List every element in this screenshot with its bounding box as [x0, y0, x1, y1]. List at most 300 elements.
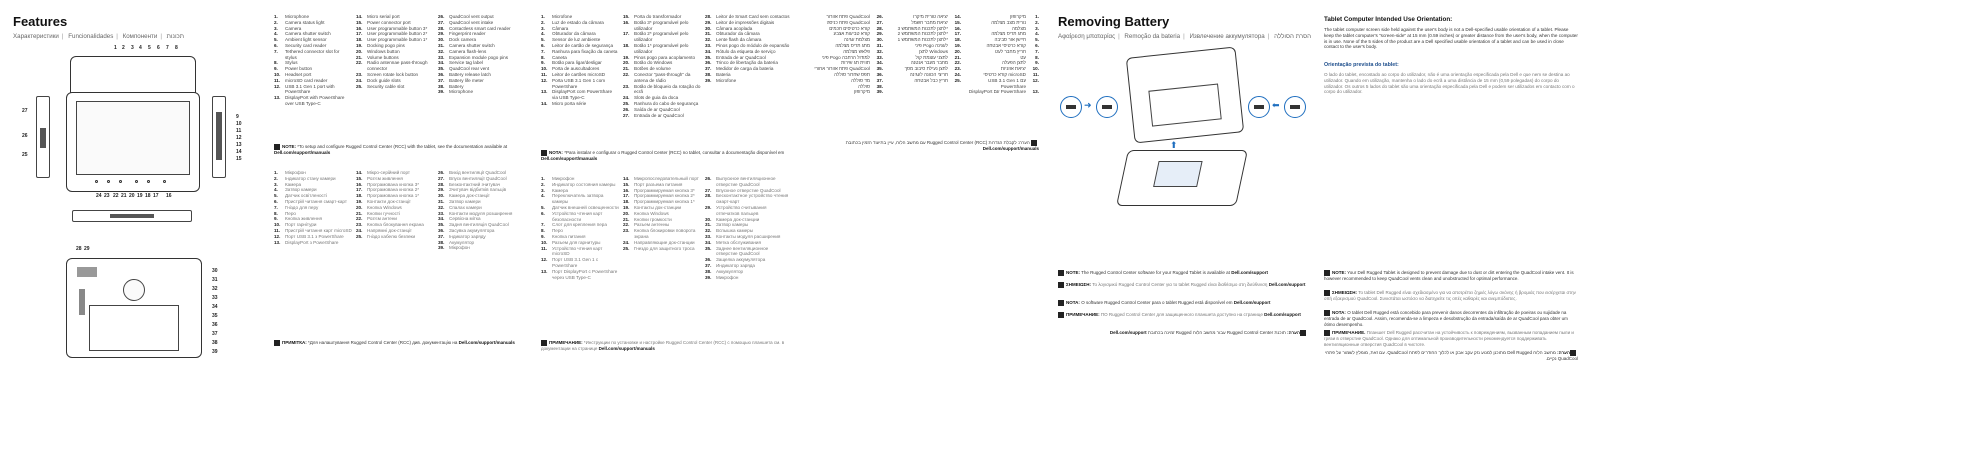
item-number: 16. [954, 25, 961, 31]
item-number: 33. [438, 54, 445, 60]
item-label: Заднее вентиляционное отверстие QuadCool [716, 245, 769, 257]
item-number: 38. [705, 71, 712, 77]
item-label: חריצי הכוונה לעגינה [909, 71, 948, 77]
callout-14: 14 [236, 149, 242, 155]
item-number: 33. [438, 210, 445, 216]
item-label: Micro serial port [367, 14, 400, 19]
he-col-1 [965, 14, 1039, 95]
callout-18: 18 [145, 193, 151, 199]
pt-note [541, 150, 791, 162]
list-item [705, 78, 791, 84]
item-number: 15. [356, 175, 363, 181]
item-number: 27. [438, 175, 445, 181]
item-number: 24. [356, 77, 363, 83]
callout-10: 10 [236, 121, 242, 127]
lang-ukr: Характеристики [13, 33, 59, 40]
lang-ru: Извлечение аккумулятора [1189, 33, 1265, 40]
item-number: 19. [623, 54, 630, 60]
item-number: 21. [356, 210, 363, 216]
item-label: עט [1020, 54, 1026, 60]
item-label: Expansion module pogo pins [449, 54, 508, 60]
removing-battery-panel [1052, 0, 1314, 467]
item-label: Battery life meter [449, 77, 484, 83]
item-label: Мікрофон [285, 170, 306, 175]
orientation-panel [1320, 0, 1582, 467]
item-label: Porta de auscultadores [552, 66, 600, 72]
item-label: מצלמה [1011, 25, 1026, 31]
list-item [705, 246, 791, 258]
item-number: 19. [623, 204, 630, 210]
item-number: 8. [1035, 54, 1039, 60]
ukr-col-3 [438, 170, 524, 251]
item-number: 39. [438, 89, 445, 95]
item-number: 39. [876, 89, 883, 95]
item-number: 13. [1032, 89, 1039, 95]
item-label: Microphone [449, 89, 474, 95]
item-label: Dock camera [449, 37, 477, 43]
item-number: 16. [356, 181, 363, 187]
list-item [887, 78, 961, 84]
item-label: פיני Pogo למודול הרחבה [821, 54, 870, 60]
item-number: 1. [541, 176, 545, 181]
item-number: 3. [541, 25, 545, 31]
item-label: לחצן לתכנות המשתמש 1* [897, 37, 948, 43]
item-label: קורא טביעות אצבע [833, 31, 870, 37]
support-manuals-link[interactable]: Dell.com/support/manuals [458, 340, 515, 346]
list-item [356, 84, 434, 90]
he-note [815, 140, 1039, 152]
item-number: 32. [438, 48, 445, 54]
rb-note-he [1058, 330, 1308, 336]
item-label: Microfone [716, 77, 737, 83]
item-label: User programmable button 1* [367, 37, 428, 43]
note-text: מחשב הלוח Dell Rugged מתוכנן למנוע נזק עקב אבק או לכלוך החודרים לפתח QuadCool. עם זאת, מומלץ לשמור על פתחי QuadCool נקיים. [1325, 350, 1578, 361]
lang-pt: Remoção da bateria [1124, 33, 1181, 40]
callout-5: 5 [148, 45, 151, 51]
item-label: פיני Pogo לעגינה [914, 42, 948, 48]
item-number: 19. [356, 198, 363, 204]
item-label: Кнопка Windows [367, 204, 402, 210]
item-number: 2. [274, 175, 278, 181]
support-manuals-link[interactable]: Dell.com/support/manuals [982, 146, 1039, 151]
item-label: קורא כרטיסי microSD [983, 71, 1026, 77]
callout-22: 22 [113, 193, 119, 199]
note-label: ПРИМЕЧАНИЕ: [549, 340, 583, 346]
item-label: Security cable slot [367, 83, 405, 89]
list-item [274, 95, 352, 107]
item-label: Botões de volume [634, 66, 671, 72]
support-link[interactable]: Dell.com/support [1264, 312, 1301, 318]
item-number: 29. [876, 31, 883, 37]
item-label: Акумулятор [449, 239, 475, 245]
item-label: תפס שחרור סוללה [834, 71, 870, 77]
item-number: 9. [274, 66, 278, 72]
pt-col-3 [705, 14, 791, 84]
item-number: 38. [705, 268, 712, 274]
item-number: 20. [623, 210, 630, 216]
list-item [705, 275, 791, 281]
item-number: 4. [274, 187, 278, 193]
item-number: 1. [274, 14, 278, 19]
item-label: User programmable button 3* [367, 25, 428, 31]
item-label: QuadCool rear vent [449, 66, 490, 72]
item-label: Сервісна мітка [449, 216, 481, 222]
item-number: 5. [541, 204, 545, 210]
front-button [147, 180, 150, 183]
item-number: 37. [438, 233, 445, 239]
item-number: 10. [1032, 66, 1039, 72]
item-number: 38. [876, 83, 883, 89]
callout-38: 38 [212, 340, 218, 346]
item-number: 22. [356, 216, 363, 222]
item-label: Power button [285, 66, 313, 72]
support-manuals-link[interactable]: Dell.com/support/manuals [541, 156, 598, 161]
item-number: 17. [623, 31, 630, 37]
item-label: Porta USB 3.1 Gen 1 com PowerShare [552, 77, 606, 89]
item-number: 12. [541, 77, 548, 83]
list-item [438, 89, 524, 95]
list-item [623, 228, 701, 240]
item-label: Спалах камери [449, 204, 482, 210]
item-label: QuadCool vent output [449, 14, 494, 19]
item-number: 25. [356, 233, 363, 239]
item-number: 2. [541, 19, 545, 25]
note-icon [1058, 312, 1064, 318]
item-label: Trinco de libertação da bateria [716, 60, 778, 66]
item-label: Camera flash-lens [449, 48, 487, 54]
item-number: 26. [876, 14, 883, 19]
item-label: Battery [449, 83, 464, 89]
item-number: 9. [541, 233, 545, 239]
item-label: סוללה [858, 83, 870, 89]
item-label: פתח אוורור QuadCool [826, 14, 870, 19]
support-manuals-link[interactable]: Dell.com/support/manuals [598, 346, 655, 351]
item-label: Microphone [285, 14, 310, 19]
note-label: NOTA: [549, 150, 563, 156]
lang-ru: Компоненти [122, 33, 158, 40]
item-label: Dock guide slots [367, 77, 401, 83]
list-item [541, 246, 619, 258]
item-label: קורא כרטיסים חכמים [829, 25, 870, 31]
support-link[interactable]: Dell.com/support [1268, 282, 1306, 288]
support-link[interactable]: Dell.com/support [1231, 270, 1268, 276]
item-label: Індикатор стану камери [285, 175, 336, 181]
note-text: Το tablet Dell Rugged είναι σχεδιασμένο για να αποτρέπει ζημιές λόγω σκόνης ή βρομιάς που εισέρχεται στην οπή εξαερισμού QuadCool. Συνιστάται ωστόσο να διατηρείτε τις οπές καθαρές και ανεμπόδιστες. [1324, 290, 1576, 301]
item-label: Впуск вентиляції QuadCool [449, 175, 507, 181]
item-number: 15. [954, 19, 961, 25]
item-label: קורא כרטיסי אבטחה [986, 42, 1026, 48]
item-label: Вихід вентиляції QuadCool [449, 170, 507, 175]
item-label: Entrada de ar QuadCool [716, 54, 766, 60]
latch-detail-2 [1096, 96, 1118, 118]
callout-35: 35 [212, 313, 218, 319]
item-number: 36. [705, 60, 712, 66]
item-number: 31. [438, 198, 445, 204]
item-number: 17. [356, 31, 363, 37]
item-label: Бесконтактное устройство чтения смарт-карт [716, 193, 789, 205]
arrow-right-icon: ➜ [1084, 100, 1092, 110]
item-label: Ranhura para fixação da caneta [552, 48, 618, 54]
item-number: 23. [954, 66, 961, 72]
item-number: 6. [541, 210, 545, 216]
item-label: חריץ מחבר לעט [995, 48, 1026, 54]
item-number: 35. [876, 66, 883, 72]
note-icon [1300, 330, 1306, 336]
item-label: Программируемая кнопка 3* [634, 187, 695, 193]
item-label: Leitor de cartões microSD [552, 71, 606, 77]
item-label: Service tag label [449, 60, 483, 66]
callout-27: 27 [22, 108, 28, 114]
callout-9: 9 [236, 114, 239, 120]
item-label: USB 3.1 Gen 1 port with PowerShare [285, 83, 335, 95]
item-label: Obturador da câmara [716, 31, 760, 37]
item-number: 26. [438, 170, 445, 175]
pt-col-2 [623, 14, 701, 118]
item-number: 26. [623, 106, 630, 112]
list-item [623, 246, 701, 252]
item-number: 12. [541, 257, 548, 263]
support-link[interactable]: Dell.com/support [1109, 330, 1147, 336]
item-label: Câmara acoplada [716, 25, 753, 31]
note-label: NOTE: [1066, 270, 1080, 276]
front-button [107, 180, 110, 183]
list-item [623, 43, 701, 55]
callout-15: 15 [236, 156, 242, 162]
or-note-he [1324, 350, 1578, 362]
item-number: 35. [438, 222, 445, 228]
note-text: Το λογισμικό Rugged Control Center για το tablet Rugged είναι διαθέσιμο στη διεύθυνση [1092, 282, 1268, 288]
item-label: Pinos pogo para acoplamento [634, 54, 696, 60]
item-label: Saída de ar QuadCool [634, 106, 680, 112]
item-number: 28. [438, 181, 445, 187]
list-item [623, 31, 701, 43]
lang-he: תכונות [166, 33, 185, 40]
callout-17: 17 [153, 193, 159, 199]
callout-34: 34 [212, 304, 218, 310]
item-number: 3. [274, 181, 278, 187]
list-item [705, 193, 791, 205]
item-label: Obturador da câmara [552, 31, 596, 37]
item-label: Вспышка камеры [716, 228, 754, 234]
item-label: Leitor de Smart Card sem contactos [716, 14, 790, 19]
item-number: 34. [876, 60, 883, 66]
item-number: 32. [705, 228, 712, 234]
item-number: 30. [705, 25, 712, 31]
removing-battery-title: Removing Battery [1058, 14, 1170, 29]
item-label: לחצן לתכנות המשתמש 2* [897, 31, 948, 37]
callout-12: 12 [236, 135, 242, 141]
note-label: ПРИМЕЧАНИЕ. [1332, 330, 1366, 336]
note-label: ПРИМІТКА: [282, 340, 307, 346]
item-label: Pinos pogo do módulo de expansão [716, 42, 790, 48]
arrow-up-icon: ⬆ [1170, 140, 1178, 150]
item-label: Перо [285, 210, 296, 216]
item-number: 37. [705, 66, 712, 72]
item-number: 32. [876, 48, 883, 54]
list-item [541, 269, 619, 281]
tablet-back-view [1126, 46, 1244, 143]
item-label: Разъем для гарнитуры [552, 239, 601, 245]
note-label: הערה: [1287, 330, 1300, 336]
item-label: Кнопка питания [552, 233, 586, 239]
item-number: 27. [705, 187, 712, 193]
item-label: Stylus [285, 60, 298, 66]
left-vent [40, 128, 46, 148]
item-number: 16. [623, 187, 630, 193]
note-label: NOTE: [1332, 270, 1346, 276]
battery-compartment [89, 305, 179, 351]
item-label: Leitor de cartão de segurança [552, 42, 614, 48]
item-number: 39. [438, 245, 445, 251]
item-number: 27. [438, 19, 445, 25]
item-label: USB 3.1 Gen 1 עם PowerShare [988, 77, 1026, 89]
item-number: 9. [541, 60, 545, 66]
battery-bay [1148, 83, 1221, 126]
item-number: 14. [541, 100, 548, 106]
note-label: NOTA: [1332, 310, 1346, 316]
item-label: Conector "pass-through" da antena de rádio [634, 71, 691, 83]
item-label: לחצן לתכנות המשתמש 3* [897, 25, 948, 31]
item-number: 9. [274, 216, 278, 222]
item-number: 7. [274, 204, 278, 210]
note-label: הערה: [1557, 350, 1570, 356]
item-label: Напрямні док-станції [367, 227, 412, 233]
item-label: Затвор камери [449, 198, 481, 204]
item-number: 13. [541, 268, 548, 274]
item-label: Кнопка блокування екрана [367, 222, 424, 228]
item-label: Камера док-станции [716, 216, 760, 222]
item-label: מיקרופון [1010, 14, 1026, 19]
lang-pt: Funcionalidades [68, 33, 114, 40]
item-label: Слот для крепления пера [552, 222, 607, 228]
item-number: 39. [705, 274, 712, 280]
features-languages: Характеристики | Funcionalidades | Компоненти | תכונות [13, 33, 185, 40]
list-item [809, 89, 883, 95]
item-label: Volume buttons [367, 54, 399, 60]
item-number: 10. [541, 239, 548, 245]
item-label: Battery release latch [449, 71, 491, 77]
item-number: 15. [356, 19, 363, 25]
item-label: Гнездо для защитного троса [634, 245, 695, 251]
note-text: תוכנת Rugged Control Center עבור מחשב הלוח Rugged זמינה בכתובת [1147, 330, 1286, 336]
callout-24: 24 [96, 193, 102, 199]
item-label: Микрофон [716, 274, 739, 280]
item-number: 24. [954, 71, 961, 77]
callout-28: 28 [76, 246, 82, 252]
ukr-col-1 [274, 170, 352, 245]
support-link[interactable]: Dell.com/support [1233, 300, 1271, 306]
item-label: חריץ כבל אבטחה [914, 77, 948, 83]
item-number: 28. [876, 25, 883, 31]
list-item [438, 245, 524, 251]
item-label: Power connector port [367, 19, 411, 25]
item-number: 16. [356, 25, 363, 31]
item-number: 18. [356, 193, 363, 199]
item-number: 27. [623, 112, 630, 118]
item-label: Bateria [716, 71, 731, 77]
item-label: Кнопка Windows [634, 210, 669, 216]
item-number: 28. [438, 25, 445, 31]
item-number: 17. [954, 31, 961, 37]
note-text: O software Rugged Control Center para o tablet Rugged está disponível em [1081, 300, 1233, 306]
item-label: Camera [285, 25, 302, 31]
list-item [705, 205, 791, 217]
right-ports [216, 112, 222, 160]
callout-19: 19 [137, 193, 143, 199]
item-label: Кнопки гучності [367, 210, 400, 216]
item-number: 8. [274, 210, 278, 216]
rb-note-pt [1058, 300, 1308, 306]
item-number: 20. [623, 60, 630, 66]
item-number: 17. [356, 187, 363, 193]
item-number: 19. [356, 42, 363, 48]
orientation-text-pt: O lado do tablet, encostado ao corpo do utilizador, não é uma orientação especificada pela Dell e que nem se destina ao utilizador. Quando em utilização, mantenha o lado do ecrã a uma distância de 15 mm (0,59 polegadas) do corpo do utilizador. Os outros 5 lados do tablet são uma orientação especificada pela Dell e podem ser utilizados em contacto com o corpo do utilizador. [1324, 72, 1575, 95]
list-item [965, 78, 1039, 90]
item-label: לחצן הפעלה [1002, 60, 1026, 66]
note-text: *To setup and configure Rugged Control Center (RCC) with the tablet, see the documentation available at [297, 144, 508, 150]
item-number: 27. [876, 19, 883, 25]
item-number: 4. [274, 31, 278, 37]
item-label: יציאה טורית מיקרו [913, 14, 948, 19]
item-label: מצלמת עגינה [843, 37, 870, 43]
callout-7: 7 [166, 45, 169, 51]
item-label: Затвор камери [285, 187, 317, 193]
note-text: ПО Rugged Control Center для защищенного планшета доступно на странице [1100, 312, 1263, 318]
item-number: 28. [705, 193, 712, 199]
item-number: 14. [623, 176, 630, 181]
front-button [95, 180, 98, 183]
item-number: 35. [705, 245, 712, 251]
item-label: Пристрій читання карт microSD [285, 227, 352, 233]
item-label: DisplayPort עם PowerShare [968, 89, 1026, 95]
item-number: 36. [876, 71, 883, 77]
item-label: Перо [552, 228, 563, 234]
item-number: 15. [623, 181, 630, 187]
callout-6: 6 [157, 45, 160, 51]
callout-29: 29 [84, 246, 90, 252]
callout-20: 20 [129, 193, 135, 199]
item-number: 31. [705, 31, 712, 37]
item-number: 30. [876, 37, 883, 43]
callout-16: 16 [166, 193, 172, 199]
item-label: פלאש מצלמה [843, 48, 870, 54]
list-item [356, 234, 434, 240]
callout-26: 26 [22, 133, 28, 139]
note-label: ΣΗΜΕΙΩΣΗ: [1332, 290, 1358, 296]
item-label: תווית תג שירות [841, 60, 870, 66]
item-number: 38. [438, 83, 445, 89]
list-item [541, 257, 619, 269]
item-number: 13. [274, 95, 281, 101]
item-label: Entrada de ar QuadCool [634, 112, 684, 118]
item-number: 7. [541, 48, 545, 54]
item-label: Контакты модуля расширения [716, 233, 781, 239]
list-item [623, 113, 701, 119]
item-label: Камера док-станції [449, 193, 490, 199]
item-label: Fingerprint reader [449, 31, 486, 37]
or-note-en [1324, 270, 1578, 282]
support-manuals-link[interactable]: Dell.com/support/manuals [274, 150, 331, 155]
item-label: Програмована кнопка 3* [367, 181, 420, 187]
item-number: 3. [1035, 25, 1039, 31]
item-label: Botão de bloqueio da rotação do ecrã [634, 83, 701, 95]
or-note-el [1324, 290, 1578, 302]
note-label: ΣΗΜΕΙΩΣΗ: [1066, 282, 1092, 288]
lang-he: הסרת הסוללה [1274, 33, 1312, 40]
item-label: Microfone [552, 14, 573, 19]
en-col-3 [438, 14, 524, 95]
item-label: חיישן אור סביבה [994, 37, 1026, 43]
